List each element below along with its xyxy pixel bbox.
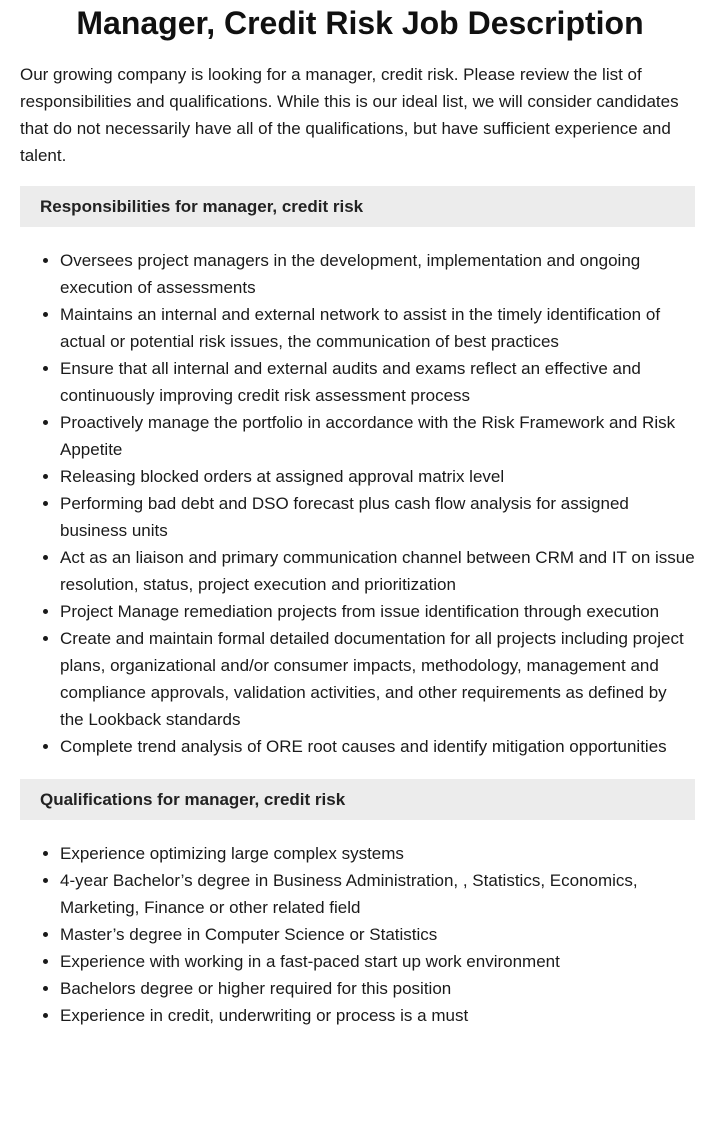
- qualifications-heading: Qualifications for manager, credit risk: [20, 779, 695, 820]
- list-item: • Bachelors degree or higher required for this position: [60, 975, 695, 1002]
- list-item: • Proactively manage the portfolio in accordance with the Risk Framework and Risk Appetite: [60, 409, 695, 463]
- list-item: • Complete trend analysis of ORE root causes and identify mitigation opportunities: [60, 733, 695, 760]
- list-item: • Maintains an internal and external network to assist in the timely identification of actual or potential risk issues, the communication of best practices: [60, 301, 695, 355]
- list-item: • Act as an liaison and primary communication channel between CRM and IT on issue resolution, status, project execution and prioritization: [60, 544, 695, 598]
- qualifications-list: [20, 840, 695, 1029]
- list-item: • Experience optimizing large complex systems: [60, 840, 695, 867]
- page-title: Manager, Credit Risk Job Description: [76, 5, 644, 41]
- list-item: • Project Manage remediation projects from issue identification through execution: [60, 598, 695, 625]
- list-item: • Create and maintain formal detailed documentation for all projects including project plans, organizational and/or consumer impacts, methodology, management and compliance approvals, validation activities, and other requirements as defined by the Lookback standards: [60, 625, 695, 733]
- list-item: • Oversees project managers in the development, implementation and ongoing execution of assessments: [60, 247, 695, 301]
- list-item: • Experience with working in a fast-paced start up work environment: [60, 948, 695, 975]
- list-item: • Master’s degree in Computer Science or Statistics: [60, 921, 695, 948]
- list-item: • Releasing blocked orders at assigned approval matrix level: [60, 463, 695, 490]
- intro-paragraph: Our growing company is looking for a manager, credit risk. Please review the list of responsibilities and qualifications. While this is our ideal list, we will consider candidates that do not necessarily have all of the qualifications, but have sufficient experience and talent.: [20, 65, 679, 165]
- list-item: • Ensure that all internal and external audits and exams reflect an effective and continuously improving credit risk assessment process: [60, 355, 695, 409]
- responsibilities-list: [20, 247, 695, 760]
- responsibilities-heading: Responsibilities for manager, credit risk: [20, 186, 695, 227]
- list-item: • 4-year Bachelor’s degree in Business Administration, , Statistics, Economics, Marketing, Finance or other related field: [60, 867, 695, 921]
- list-item: • Performing bad debt and DSO forecast plus cash flow analysis for assigned business units: [60, 490, 695, 544]
- list-item: • Experience in credit, underwriting or process is a must: [60, 1002, 695, 1029]
